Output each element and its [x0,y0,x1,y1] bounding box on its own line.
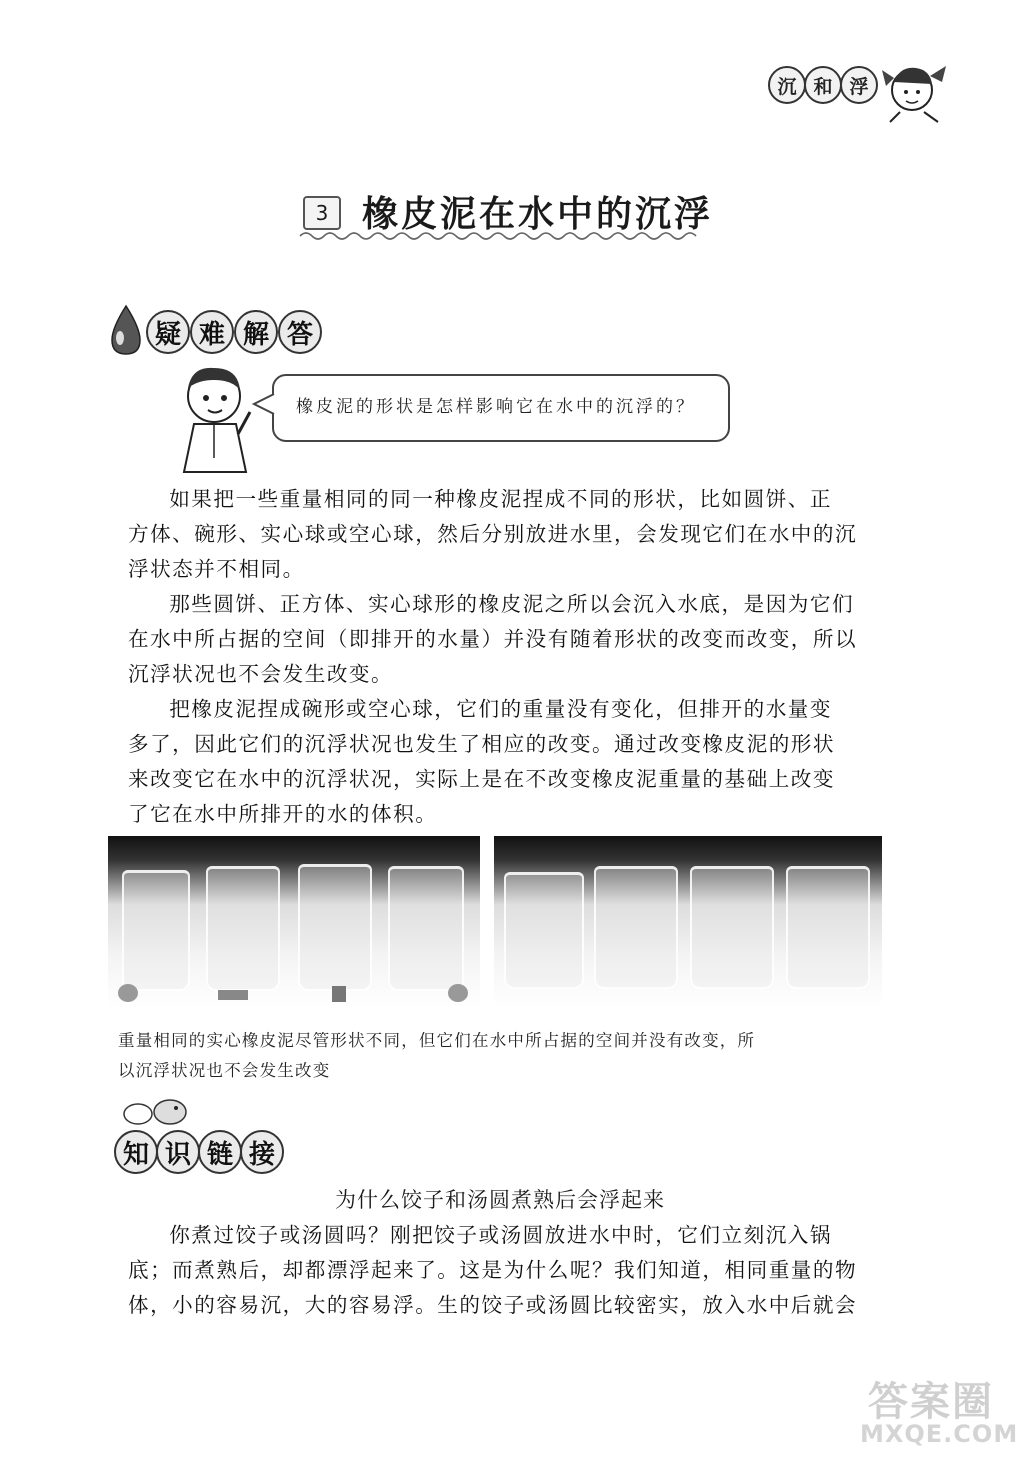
title-underline-wave [300,230,696,242]
section-heading-char: 答 [278,310,322,354]
section-heading-char: 解 [234,310,278,354]
cartoon-girl-icon [880,56,960,126]
paragraph [128,1218,880,1323]
birds-icon [118,1092,194,1128]
paragraph-line: 你煮过饺子或汤圆吗？刚把饺子或汤圆放进水中时，它们立刻沉入锅 [169,1223,832,1247]
section-heading-char: 识 [156,1130,200,1174]
header-badge-char: 沉 [768,66,806,104]
section-heading-link [114,1130,304,1174]
boy-illustration-icon [168,358,268,478]
paragraph [128,482,880,587]
watermark: 答案圈 [868,1379,994,1425]
chapter-number: 3 [303,196,341,230]
section-heading-char: 链 [198,1130,242,1174]
section-heading-char: 疑 [146,310,190,354]
photo-beakers-right [494,836,882,1008]
paragraph-line: 那些圆饼、正方体、实心球形的橡皮泥之所以会沉入水底，是因为它们 [169,592,855,616]
paragraph-line: 在水中所占据的空间（即排开的水量）并没有随着形状的改变而改变，所以 [128,627,858,651]
header-badge [768,56,968,126]
paragraph-line: 底；而煮熟后，却都漂浮起来了。这是为什么呢？我们知道，相同重量的物 [128,1258,858,1282]
paragraph-line: 沉浮状况也不会发生改变。 [128,662,394,686]
paragraph-line: 方体、碗形、实心球或空心球，然后分别放进水里，会发现它们在水中的沉 [128,522,858,546]
photo-beakers-left [108,836,480,1008]
section-heading-char: 接 [240,1130,284,1174]
caption-line: 重量相同的实心橡皮泥尽管形状不同，但它们在水中所占据的空间并没有改变，所 [118,1031,756,1050]
paragraph-line: 来改变它在水中的沉浮状况，实际上是在不改变橡皮泥重量的基础上改变 [128,767,835,791]
section-heading-char: 知 [114,1130,158,1174]
paragraph-line: 浮状态并不相同。 [128,557,305,581]
paragraph-line: 把橡皮泥捏成碗形或空心球，它们的重量没有变化，但排开的水量变 [169,697,832,721]
paragraph-line: 多了，因此它们的沉浮状况也发生了相应的改变。通过改变橡皮泥的形状 [128,732,835,756]
photo-caption [118,1026,888,1086]
paragraph [128,587,880,692]
paragraph-line: 了它在水中所排开的水的体积。 [128,802,438,826]
paragraph [128,692,880,832]
paragraph-line: 如果把一些重量相同的同一种橡皮泥捏成不同的形状，比如圆饼、正 [169,487,832,511]
watermark-url: MXQE.COM [860,1420,1018,1448]
caption-line: 以沉浮状况也不会发生改变 [118,1061,331,1080]
chapter-title: 橡皮泥在水中的沉浮 [362,194,714,235]
section-heading-char: 难 [190,310,234,354]
header-badge-char: 和 [804,66,842,104]
bubble-question: 橡皮泥的形状是怎样影响它在水中的沉浮的？ [296,397,696,417]
link-subtitle: 为什么饺子和汤圆煮熟后会浮起来 [335,1188,665,1212]
water-drop-icon [102,302,148,358]
speech-bubble-tail [252,392,276,416]
section-heading-qa [102,310,332,354]
header-badge-char: 浮 [840,66,878,104]
paragraph-line: 体，小的容易沉，大的容易浮。生的饺子或汤圆比较密实，放入水中后就会 [128,1293,858,1317]
